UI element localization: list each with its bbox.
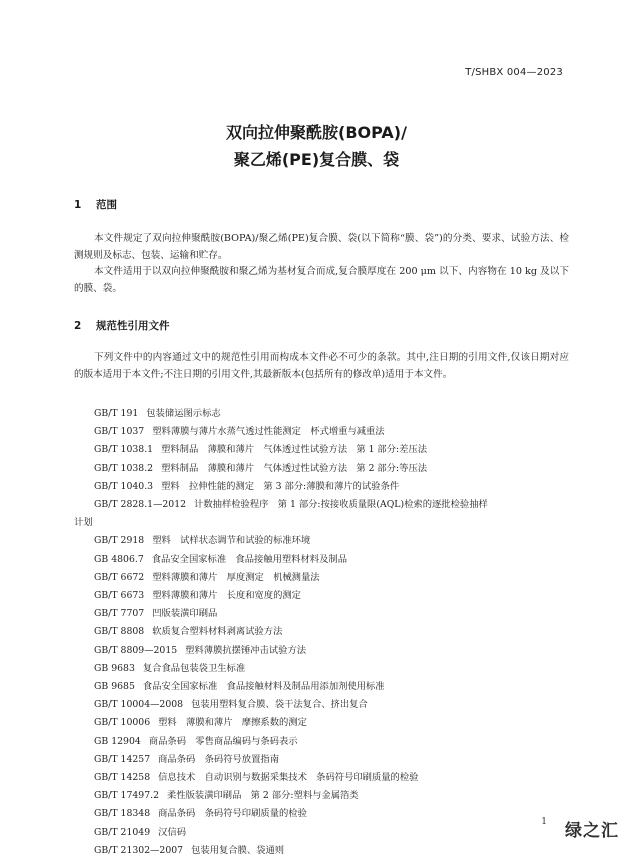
- reference-item: [94, 605, 574, 623]
- reference-item: [94, 441, 574, 459]
- reference-code: GB/T 8809—2015: [94, 644, 178, 656]
- reference-item: [94, 460, 574, 478]
- reference-item: [94, 660, 574, 678]
- reference-title: 柔性版装潢印刷品 第 2 部分:塑料与金属箔类: [167, 790, 359, 802]
- reference-item: [94, 423, 574, 441]
- reference-title: 商品条码 零售商品编码与条码表示: [148, 735, 298, 747]
- reference-title: 塑料 拉伸性能的测定 第 3 部分:薄膜和薄片的试验条件: [161, 480, 400, 492]
- reference-item: [94, 824, 574, 842]
- section-1-heading: [74, 197, 117, 212]
- reference-title: 汉信码: [158, 826, 187, 838]
- reference-code: GB/T 14258: [94, 772, 151, 784]
- reference-code: GB/T 21049: [94, 826, 151, 838]
- title-line-1: 双向拉伸聚酰胺(BOPA)/: [226, 123, 407, 142]
- reference-code: GB 4806.7: [94, 553, 144, 565]
- reference-item: [94, 623, 574, 641]
- reference-code: GB/T 17497.2: [94, 790, 159, 802]
- reference-item: [94, 805, 574, 823]
- reference-item: [94, 714, 574, 732]
- reference-item: [94, 405, 574, 423]
- reference-code: GB/T 2828.1—2012: [94, 499, 187, 511]
- section-2-heading: [74, 318, 170, 333]
- reference-title: 塑料薄膜与薄片水蒸气透过性能测定 杯式增重与减重法: [152, 426, 385, 438]
- section-1-paragraph-1: 本文件规定了双向拉伸聚酰胺(BOPA)/聚乙烯(PE)复合膜、袋(以下简称“膜、袋”)的分类、要求、试验方法、检测规则及标志、包装、运输和贮存。: [74, 233, 569, 261]
- reference-title: 塑料 薄膜和薄片 摩擦系数的测定: [158, 717, 307, 729]
- reference-item: [94, 678, 574, 696]
- section-1-paragraph-2: 本文件适用于以双向拉伸聚酰胺和聚乙烯为基材复合而成,复合膜厚度在 200 μm 以下、内容物在 10 kg 及以下的膜、袋。: [74, 266, 569, 294]
- reference-code: GB/T 1040.3: [94, 480, 154, 492]
- document-title: [0, 119, 633, 173]
- reference-item: [94, 569, 574, 587]
- reference-item: [94, 751, 574, 769]
- reference-title: 塑料薄膜和薄片 厚度测定 机械测量法: [152, 571, 320, 583]
- reference-title: 包装用复合膜、袋通则: [191, 844, 285, 856]
- reference-item: [94, 532, 574, 550]
- reference-code: GB/T 1038.1: [94, 444, 154, 456]
- reference-item: [94, 587, 574, 605]
- reference-code: GB/T 6673: [94, 590, 145, 602]
- reference-code: GB 12904: [94, 735, 141, 747]
- reference-item: [94, 478, 574, 496]
- reference-title: 食品安全国家标准 食品接触用塑料材料及制品: [151, 553, 347, 565]
- reference-item: [94, 696, 574, 714]
- reference-code: GB/T 8808: [94, 626, 145, 638]
- reference-code: GB/T 18348: [94, 808, 151, 820]
- reference-item: [94, 496, 574, 514]
- reference-item: [94, 787, 574, 805]
- reference-title: 包装用塑料复合膜、袋干法复合、挤出复合: [191, 699, 368, 711]
- reference-code: GB 9683: [94, 662, 135, 674]
- reference-title: 信息技术 自动识别与数据采集技术 条码符号印刷质量的检验: [158, 772, 419, 784]
- reference-title: 凹版装潢印刷品: [152, 608, 218, 620]
- reference-title: 复合食品包装袋卫生标准: [142, 662, 246, 674]
- reference-title-continuation: 计划: [74, 517, 93, 529]
- reference-title: 计数抽样检验程序 第 1 部分:按接收质量限(AQL)检索的逐批检验抽样: [194, 499, 488, 511]
- title-line-2: 聚乙烯(PE)复合膜、袋: [233, 150, 400, 169]
- reference-code: GB/T 6672: [94, 571, 145, 583]
- reference-title: 塑料薄膜和薄片 长度和宽度的测定: [152, 590, 301, 602]
- reference-code: GB/T 1037: [94, 426, 145, 438]
- page-number: 1: [541, 817, 547, 827]
- watermark-logo: 绿之汇: [565, 821, 619, 841]
- reference-item: [94, 769, 574, 787]
- reference-title: 塑料 试样状态调节和试验的标准环境: [152, 535, 311, 547]
- reference-code: GB/T 191: [94, 408, 139, 419]
- reference-title: 包装储运图示标志: [146, 408, 221, 419]
- section-2-intro: 下列文件中的内容通过文中的规范性引用而构成本文件必不可少的条款。其中,注日期的引用文件,仅该日期对应的版本适用于本文件;不注日期的引用文件,其最新版本(包括所有的修改单)适用于本文件。: [74, 352, 569, 380]
- reference-code: GB/T 10006: [94, 717, 151, 729]
- section-2-title: 规范性引用文件: [96, 320, 170, 332]
- reference-code: GB 9685: [94, 681, 135, 693]
- document-code: T/SHBX 004—2023: [465, 67, 563, 78]
- reference-item: [94, 642, 574, 660]
- reference-item: [94, 733, 574, 751]
- reference-title: 商品条码 条码符号放置指南: [158, 753, 279, 765]
- reference-code: GB/T 10004—2008: [94, 699, 184, 711]
- reference-title: 塑料制品 薄膜和薄片 气体透过性试验方法 第 2 部分:等压法: [161, 462, 428, 474]
- section-1-title: 范围: [96, 199, 117, 211]
- reference-title: 塑料薄膜抗摆锤冲击试验方法: [185, 644, 307, 656]
- reference-code: GB/T 21302—2007: [94, 844, 184, 856]
- section-2-number: 2: [74, 320, 82, 332]
- reference-title: 商品条码 条码符号印刷质量的检验: [158, 808, 307, 820]
- reference-code: GB/T 14257: [94, 753, 151, 765]
- reference-list: [74, 405, 574, 860]
- reference-item: [94, 551, 574, 569]
- reference-title: 食品安全国家标准 食品接触材料及制品用添加剂使用标准: [142, 681, 385, 693]
- reference-title: 塑料制品 薄膜和薄片 气体透过性试验方法 第 1 部分:差压法: [161, 444, 428, 456]
- section-1-number: 1: [74, 199, 82, 211]
- reference-code: GB/T 1038.2: [94, 462, 154, 474]
- reference-code: GB/T 7707: [94, 608, 145, 620]
- reference-code: GB/T 2918: [94, 535, 145, 547]
- reference-title: 软质复合塑料材料剥离试验方法: [152, 626, 283, 638]
